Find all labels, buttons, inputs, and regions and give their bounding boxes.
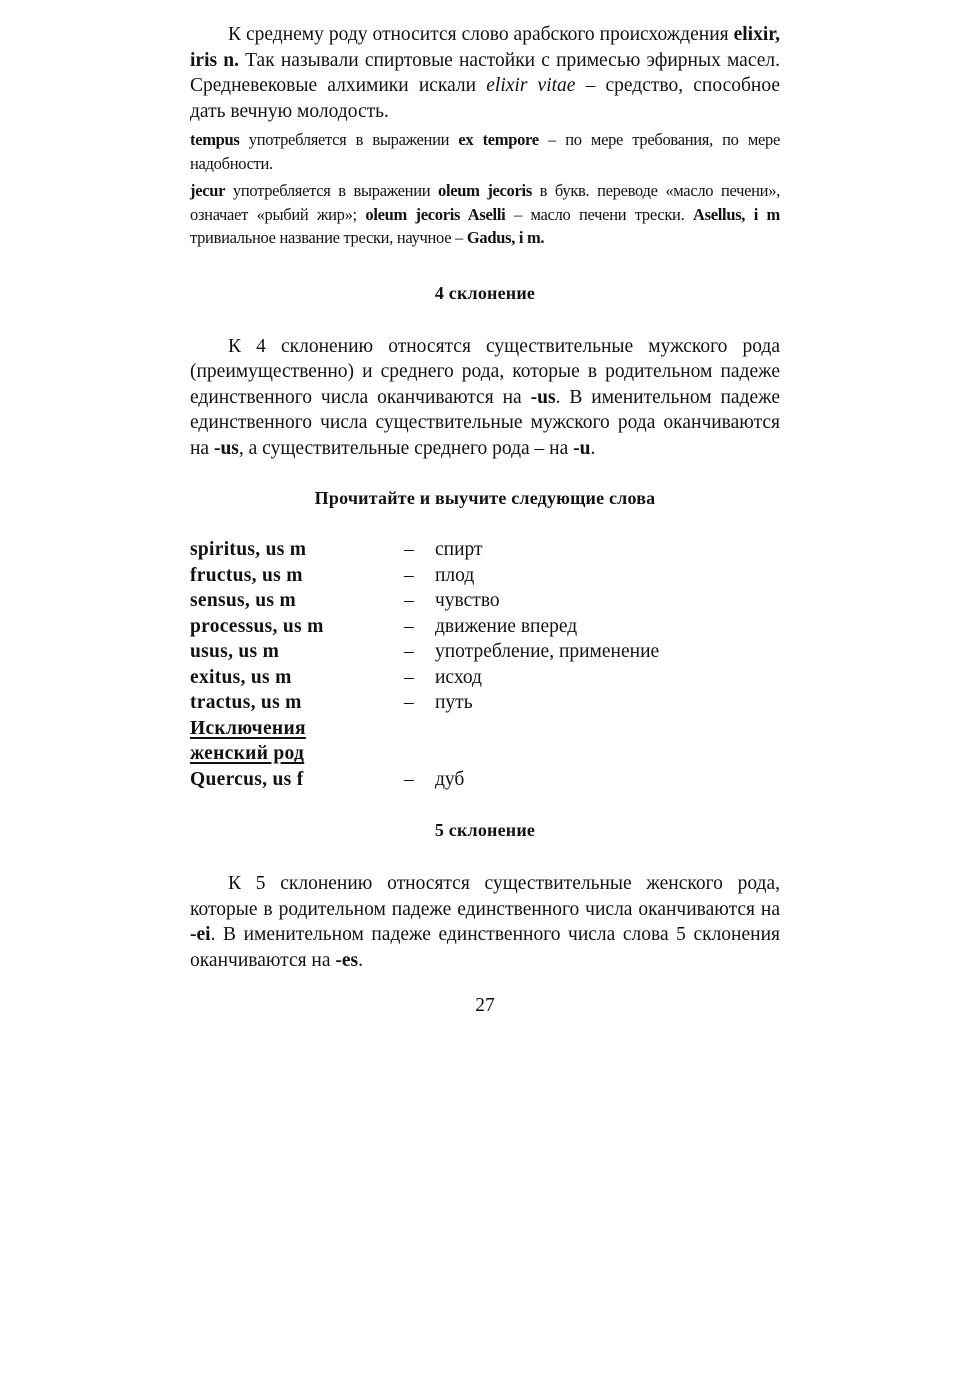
vocab-dash: – — [404, 666, 414, 688]
vocab-row — [190, 639, 780, 665]
latin-phrase: elixir vitae — [486, 75, 576, 96]
latin-term: Gadus, i m. — [466, 228, 545, 247]
text-run: употребляется в выражении — [225, 181, 438, 200]
text-run: . В именительном падеже единственного числа слова 5 склонения оканчиваются на — [190, 924, 780, 971]
text-run: – масло печени трески. — [505, 204, 693, 224]
page-number: 27 — [475, 995, 495, 1016]
ending-term: -us — [213, 437, 239, 459]
vocab-translation: плод — [435, 564, 475, 586]
vocab-row-exception — [190, 767, 780, 793]
vocab-translation: дуб — [435, 768, 465, 790]
vocab-translation: чувство — [435, 590, 500, 611]
ending-term: -us — [530, 386, 556, 408]
vocab-translation: спирт — [435, 539, 483, 560]
vocab-translation: употребление, применение — [435, 641, 660, 662]
latin-term: oleum jecoris — [438, 181, 532, 200]
vocab-row — [190, 665, 780, 691]
text-run: . — [358, 949, 364, 971]
latin-term: elixir, iris n. — [190, 24, 780, 71]
intro-paragraph-tempus — [190, 128, 780, 175]
ending-term: -u — [573, 437, 591, 459]
vocab-translation: исход — [435, 666, 482, 688]
latin-term: tempus — [190, 130, 240, 149]
exceptions-heading: Исключения — [190, 717, 306, 739]
vocab-row — [190, 690, 780, 716]
latin-term: ex tempore — [458, 130, 539, 149]
section-5-paragraph — [190, 871, 780, 973]
latin-term: jecur — [190, 181, 226, 200]
vocab-word: processus, us m — [190, 615, 324, 637]
vocab-dash: – — [404, 615, 414, 637]
vocab-word: sensus, us m — [190, 590, 297, 611]
vocab-translation: движение вперед — [435, 615, 578, 637]
vocab-word: Quercus, us f — [190, 768, 304, 790]
text-run: . В именительном падеже единственного числа существительные мужского рода оканчиваются на — [190, 386, 780, 459]
text-run: . — [590, 437, 596, 459]
vocab-row — [190, 563, 780, 589]
vocab-dash: – — [404, 564, 414, 586]
vocab-list — [190, 537, 780, 792]
page-content — [190, 22, 780, 1017]
vocab-word: usus, us m — [190, 641, 280, 662]
vocab-dash: – — [404, 692, 414, 713]
vocab-heading: Прочитайте и выучите следующие слова — [314, 488, 656, 508]
vocab-dash: – — [404, 590, 414, 611]
intro-paragraph-elixir — [190, 22, 780, 124]
text-run: К среднему роду относится слово арабского происхождения — [228, 24, 734, 45]
vocab-word: tractus, us m — [190, 692, 302, 713]
vocab-row — [190, 716, 780, 742]
text-run: , а существительные среднего рода – на — [238, 437, 574, 459]
vocab-word: spiritus, us m — [190, 539, 307, 560]
latin-term: Asellus, i m — [692, 204, 780, 224]
section-heading-5th-declension: 5 склонение — [434, 820, 536, 840]
text-run: в букв. переводе «масло печени», означает «рыбий жир»; — [190, 181, 780, 224]
text-run: употребляется в выражении — [239, 130, 459, 149]
vocab-word: fructus, us m — [190, 564, 303, 586]
text-run: К 4 склонению относятся существительные мужского рода (преимущественно) и среднего рода, которые в родительном падеже единственного числа оканчиваются на — [190, 335, 780, 408]
text-run: – по мере требования, по мере надобности. — [190, 130, 780, 173]
latin-term: oleum jecoris Aselli — [365, 204, 506, 224]
vocab-row — [190, 614, 780, 640]
ending-term: -ei — [190, 924, 211, 945]
vocab-translation: путь — [435, 692, 473, 713]
section-heading-4th-declension: 4 склонение — [434, 282, 536, 303]
vocab-dash: – — [404, 539, 414, 560]
vocab-dash: – — [404, 768, 414, 790]
vocab-dash: – — [404, 641, 414, 662]
vocab-row — [190, 741, 780, 767]
ending-term: -es — [335, 949, 359, 971]
text-run: – средство, способное дать вечную молодость. — [190, 75, 780, 122]
text-run: Так называли спиртовые настойки с примесью эфирных масел. Средневековые алхимики искали — [190, 49, 780, 96]
section-4-paragraph — [190, 334, 780, 462]
vocab-row — [190, 537, 780, 563]
vocab-word: exitus, us m — [190, 666, 292, 688]
text-run: К 5 склонению относятся существительные женского рода, которые в родительном падеже единственного числа оканчиваются на — [190, 873, 780, 920]
exceptions-subheading: женский род — [190, 743, 305, 764]
vocab-row — [190, 588, 780, 614]
text-run: тривиальное название трески, научное – — [190, 228, 467, 247]
intro-paragraph-jecur — [190, 179, 780, 250]
